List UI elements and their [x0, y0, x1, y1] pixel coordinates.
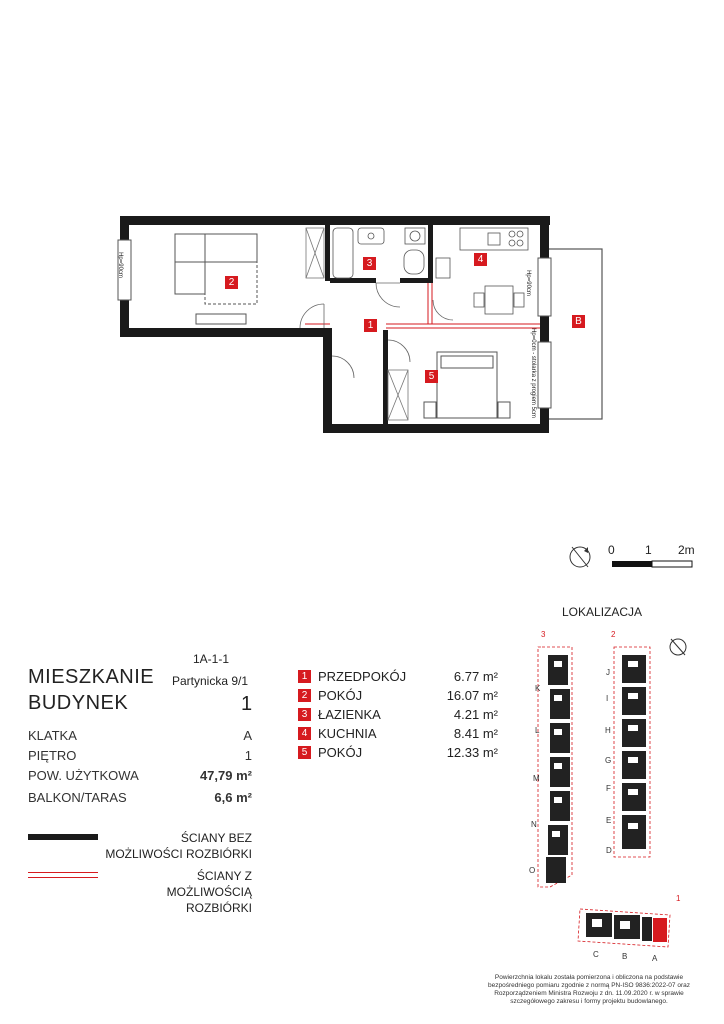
- room-list-item: [298, 688, 498, 704]
- info-label: PIĘTRO: [28, 748, 77, 763]
- unit-code: 1A-1-1: [193, 652, 230, 666]
- legend-solid-text-2: MOŻLIWOŚCI ROZBIÓRKI: [105, 847, 252, 861]
- plan-badge-room: 3: [363, 257, 376, 270]
- section-label: K: [535, 684, 541, 693]
- room-badge: 4: [298, 727, 311, 740]
- room-list-item: [298, 707, 498, 723]
- info-value: 6,6 m²: [214, 790, 252, 805]
- living-furniture: [175, 234, 257, 324]
- window-height-label: Hp=90cm: [524, 270, 531, 296]
- kitchen-furniture: [436, 228, 528, 314]
- window-room5: [538, 342, 551, 408]
- legend-dashed-text-2: MOŻLIWOŚCIĄ ROZBIÓRKI: [166, 885, 252, 915]
- building-2-units: [622, 655, 646, 849]
- legend-solid-text-1: ŚCIANY BEZ: [180, 831, 252, 845]
- legend-dashed-text: [100, 868, 252, 916]
- door-height-label: Hp=0cm - stolarka z progiem 5cm: [529, 328, 536, 418]
- section-label: F: [606, 784, 611, 793]
- section-label: D: [606, 846, 612, 855]
- room-name: KUCHNIA: [318, 726, 377, 741]
- footnote: Powierzchnia lokalu została pomierzona i obliczona na podstawie bezpośredniego pomiaru zgodnie z normą PN-ISO 9836:2022-07 oraz Rozporządzeniem Ministra Rozwoju z dn. 11.09.2020 r. w sprawie szczegółowego zakresu i formy projektu budowlanego.: [488, 974, 690, 1005]
- building-label: 2: [611, 630, 616, 639]
- room-area: 8.41 m²: [453, 726, 498, 741]
- section-label: N: [531, 820, 537, 829]
- section-label: J: [606, 668, 610, 677]
- plan-badge-balcony: B: [572, 315, 585, 328]
- info-label: BALKON/TARAS: [28, 790, 127, 805]
- section-label: I: [606, 694, 609, 703]
- selected-unit-highlight: [653, 918, 667, 942]
- heading-apartment: MIESZKANIE: [28, 666, 155, 688]
- section-label: G: [605, 756, 612, 765]
- room-list-item: [298, 669, 498, 685]
- info-value: 1: [244, 748, 252, 763]
- room-list-item: [298, 726, 498, 742]
- scale-0: 0: [608, 543, 615, 557]
- bedroom-furniture: [424, 352, 510, 418]
- room-name: PRZEDPOKÓJ: [318, 669, 407, 684]
- section-label: L: [535, 726, 540, 735]
- scale-2m: 2m: [678, 543, 695, 557]
- building-number: 1: [241, 693, 253, 715]
- plan-badge-room: 5: [425, 370, 438, 383]
- section-label: C: [593, 950, 599, 959]
- section-label: H: [605, 726, 611, 735]
- room-list-item: [298, 745, 498, 761]
- room-badge: 1: [298, 670, 311, 683]
- info-label: POW. UŻYTKOWA: [28, 768, 139, 783]
- window-kitchen: [538, 258, 551, 316]
- balcony-outline: [546, 249, 602, 419]
- room-area: 4.21 m²: [453, 707, 498, 722]
- room-badge: 3: [298, 708, 311, 721]
- address: Partynicka 9/1: [172, 674, 249, 688]
- building-label: 3: [541, 630, 546, 639]
- legend-dashed-text-1: ŚCIANY Z: [196, 869, 252, 883]
- room-name: POKÓJ: [318, 688, 363, 703]
- scale-1: 1: [645, 543, 652, 557]
- plan-badge-room: 1: [364, 319, 377, 332]
- section-label: B: [622, 952, 628, 961]
- bathroom-fixtures: [333, 228, 425, 278]
- legend-solid-text: [100, 830, 252, 862]
- room-area: 6.77 m²: [453, 669, 498, 684]
- room-area: 16.07 m²: [446, 688, 498, 703]
- section-label: E: [606, 816, 612, 825]
- legend-solid-line: [28, 834, 98, 840]
- room-area: 12.33 m²: [446, 745, 498, 760]
- legend-dashed-line: [28, 872, 98, 873]
- legend-dashed-line-2: [28, 877, 98, 878]
- room-badge: 5: [298, 746, 311, 759]
- scale-bar: [612, 561, 652, 567]
- building-label: 1: [676, 894, 681, 903]
- demolishable-walls: [305, 283, 540, 328]
- heading-building: BUDYNEK: [28, 692, 129, 714]
- info-label: KLATKA: [28, 728, 77, 743]
- section-label: A: [652, 954, 658, 963]
- room-name: ŁAZIENKA: [318, 707, 381, 722]
- location-title: LOKALIZACJA: [562, 605, 643, 619]
- room-name: POKÓJ: [318, 745, 363, 760]
- room-badge: 2: [298, 689, 311, 702]
- plan-badge-room: 4: [474, 253, 487, 266]
- section-label: O: [529, 866, 536, 875]
- info-value: A: [243, 728, 252, 743]
- plan-badge-room: 2: [225, 276, 238, 289]
- info-value: 47,79 m²: [199, 768, 252, 783]
- section-label: M: [533, 774, 540, 783]
- window-height-label: Hp=90cm: [116, 252, 123, 278]
